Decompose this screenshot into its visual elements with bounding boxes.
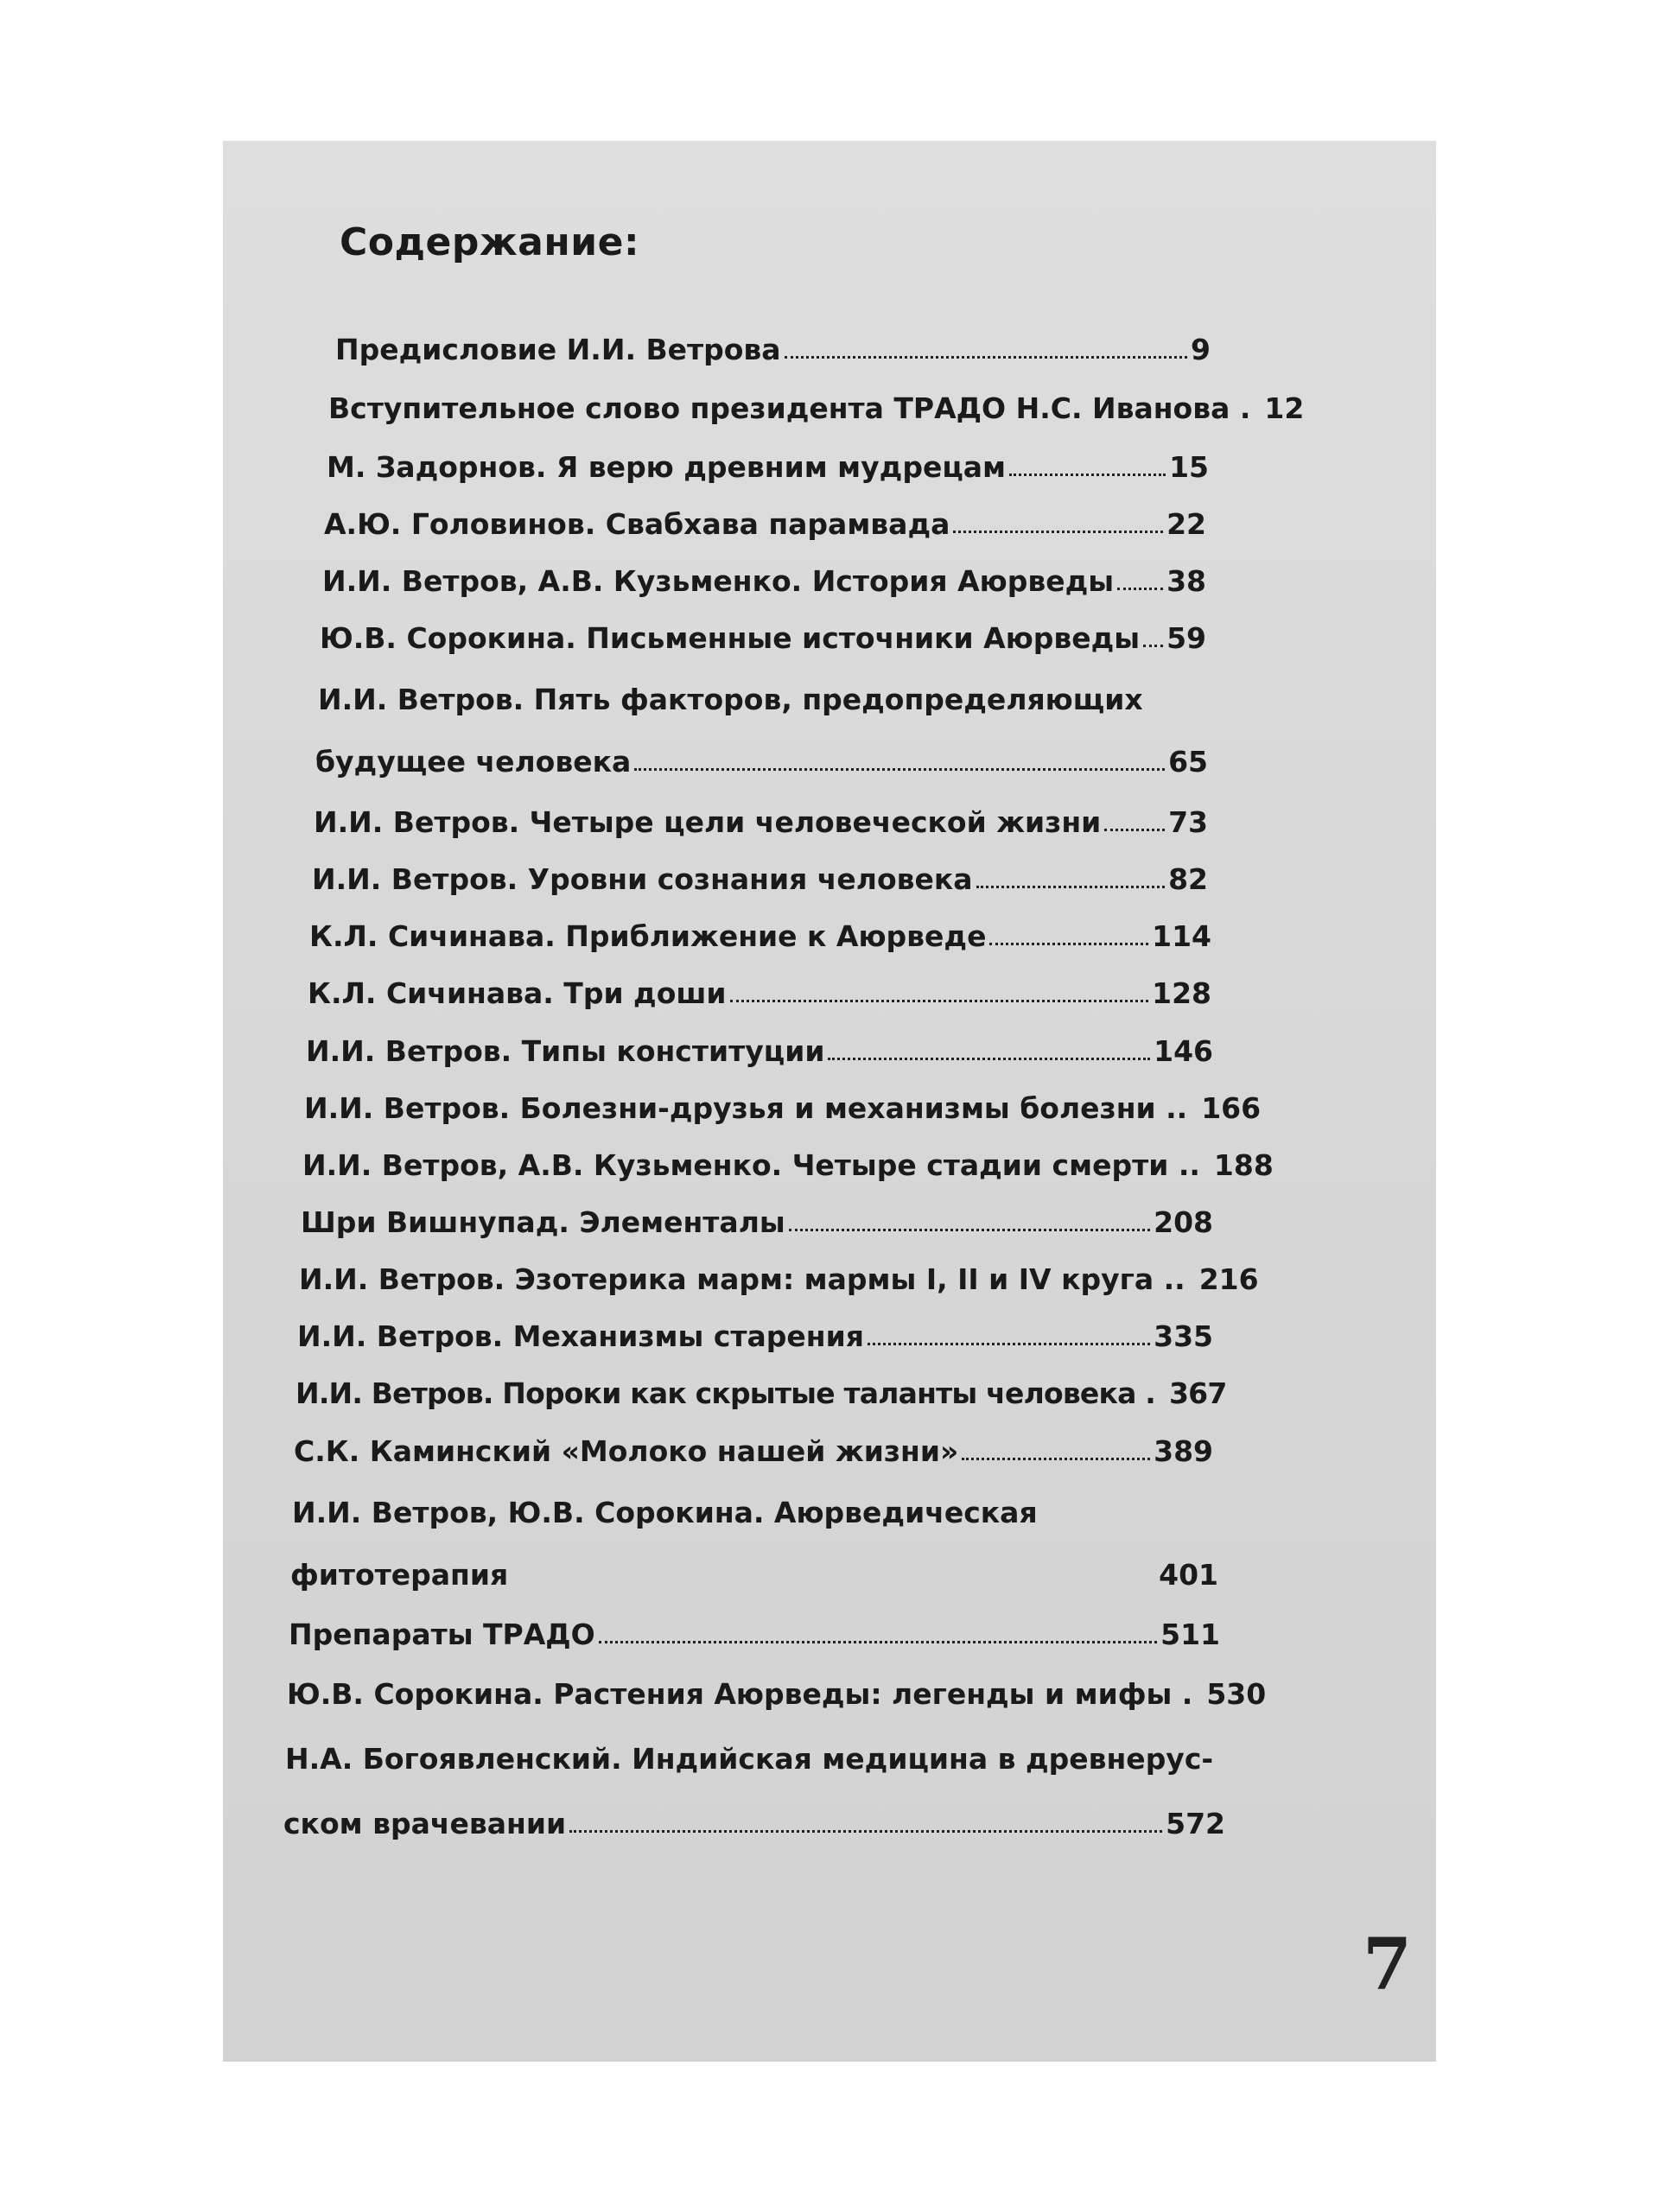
- toc-entry-page: 9: [1191, 333, 1211, 366]
- toc-entry-title: фитотерапия: [290, 1558, 509, 1592]
- toc-entry: [309, 919, 1211, 953]
- dot-leader: [1117, 588, 1163, 590]
- toc-entry: [322, 564, 1206, 598]
- toc-entry: [308, 976, 1211, 1010]
- dot-leader: [785, 356, 1187, 359]
- toc-entry-title: будущее человека: [315, 745, 632, 779]
- toc-entry: [335, 335, 1211, 364]
- toc-entry: [306, 1034, 1213, 1068]
- dot-leader: [962, 1458, 1150, 1460]
- toc-entry-title: И.И. Ветров. Четыре цели человеческой жизни: [314, 805, 1102, 839]
- toc-entry-title: И.И. Ветров. Уровни сознания человека: [312, 862, 973, 896]
- toc-entry: [294, 1434, 1213, 1468]
- toc-heading: Содержание:: [340, 220, 640, 264]
- toc-entry-page: 401: [1159, 1558, 1218, 1592]
- dot-leader: [1009, 474, 1166, 476]
- toc-entry-title: К.Л. Сичинава. Приближение к Аюрведе: [309, 919, 987, 953]
- toc-entry-title: И.И. Ветров, Ю.В. Сорокина. Аюрведическая: [292, 1496, 1038, 1529]
- toc-entry: [299, 1262, 1259, 1296]
- toc-entry-title: И.И. Ветров. Типы конституции: [306, 1034, 825, 1068]
- toc-entry-title: Н.А. Богоявленский. Индийская медицина в древнерус-: [285, 1742, 1214, 1776]
- toc-entry: [287, 1677, 1267, 1711]
- toc-entry-title: Шри Вишнупад. Элементалы: [301, 1205, 785, 1239]
- dot-leader: [1104, 829, 1165, 831]
- toc-entry-title: К.Л. Сичинава. Три доши: [308, 976, 727, 1010]
- dot-leader: [868, 1343, 1150, 1345]
- dot-leader: [730, 1000, 1149, 1002]
- toc-entry: [290, 1558, 1218, 1592]
- toc-entry-page: 65: [1168, 745, 1208, 779]
- toc-entry-page: 73: [1168, 805, 1208, 839]
- toc-entry-title-line1: [292, 1498, 1213, 1527]
- toc-entry-page: 335: [1154, 1319, 1213, 1353]
- toc-entry: [312, 862, 1208, 896]
- toc-entry-title: И.И. Ветров, А.В. Кузьменко. Четыре стадии смерти ..: [302, 1148, 1200, 1182]
- toc-entry: [314, 805, 1208, 839]
- toc-entry-title: Ю.В. Сорокина. Растения Аюрведы: легенды и мифы .: [287, 1677, 1193, 1711]
- toc-entry: [324, 507, 1206, 541]
- toc-entry-page: 188: [1213, 1148, 1274, 1182]
- toc-entry-title: И.И. Ветров, А.В. Кузьменко. История Аюрведы: [322, 564, 1115, 598]
- toc-entry-page: 59: [1166, 621, 1206, 655]
- book-page: [223, 141, 1436, 2062]
- toc-entry-title: А.Ю. Головинов. Свабхава парамвада: [324, 507, 950, 541]
- dot-leader: [976, 886, 1165, 888]
- toc-entry: [320, 621, 1206, 655]
- toc-entry-page: 166: [1201, 1091, 1262, 1125]
- toc-entry-page: 511: [1160, 1618, 1220, 1651]
- page-number: 7: [1362, 1923, 1412, 2006]
- dot-leader: [1143, 645, 1163, 647]
- toc-entry-title: Ю.В. Сорокина. Письменные источники Аюрведы: [320, 621, 1141, 655]
- toc-entry-title: Вступительное слово президента ТРАДО Н.С. Иванова .: [328, 391, 1251, 425]
- toc-entry: [315, 745, 1208, 779]
- toc-entry: [301, 1205, 1213, 1239]
- toc-entry-title: Предисловие И.И. Ветрова: [335, 333, 781, 366]
- toc-entry: [304, 1091, 1262, 1125]
- dot-leader: [953, 531, 1163, 533]
- dot-leader: [989, 943, 1148, 945]
- toc-entry: [302, 1148, 1274, 1182]
- toc-entry-page: 367: [1169, 1376, 1227, 1410]
- toc-entry-title: М. Задорнов. Я верю древним мудрецам: [327, 450, 1007, 484]
- toc-entry-title-line1: [285, 1742, 1224, 1776]
- dot-leader: [634, 768, 1165, 771]
- toc-entry-page: 128: [1152, 976, 1211, 1010]
- toc-entry-page: 208: [1154, 1205, 1213, 1239]
- toc-entry: [327, 450, 1209, 484]
- dot-leader: [789, 1229, 1150, 1231]
- toc-entry-page: 38: [1166, 564, 1206, 598]
- toc-entry: [289, 1620, 1220, 1649]
- toc-entry-page: 12: [1264, 391, 1305, 425]
- toc-entry-page: 22: [1166, 507, 1206, 541]
- toc-entry-page: 572: [1166, 1807, 1225, 1840]
- toc-entry-title-line1: [318, 685, 1208, 714]
- toc-entry-title: ском врачевании: [283, 1807, 567, 1840]
- toc-entry-page: 530: [1206, 1677, 1267, 1711]
- dot-leader: [828, 1058, 1150, 1060]
- toc-entry-title: С.К. Каминский «Молоко нашей жизни»: [294, 1434, 959, 1468]
- toc-entry-page: 389: [1154, 1434, 1213, 1468]
- toc-entry-title: И.И. Ветров. Болезни-друзья и механизмы болезни ..: [304, 1091, 1188, 1125]
- toc-entry: [328, 391, 1305, 425]
- toc-entry-title: И.И. Ветров. Пять факторов, предопределяющих: [318, 683, 1143, 716]
- toc-entry-title: И.И. Ветров. Пороки как скрытые таланты человека .: [296, 1376, 1155, 1410]
- toc-entry: [297, 1319, 1213, 1353]
- toc-entry-title: И.И. Ветров. Эзотерика марм: мармы I, II и IV круга ..: [299, 1262, 1185, 1296]
- toc-entry: [283, 1809, 1225, 1838]
- toc-entry-page: 114: [1152, 919, 1211, 953]
- toc-entry: [296, 1376, 1227, 1410]
- dot-leader: [599, 1641, 1157, 1643]
- toc-entry-page: 15: [1169, 450, 1209, 484]
- toc-entry-page: 216: [1198, 1262, 1259, 1296]
- toc-entry-page: 146: [1154, 1034, 1213, 1068]
- toc-entry-title: Препараты ТРАДО: [289, 1618, 595, 1651]
- toc-entry-page: 82: [1168, 862, 1208, 896]
- dot-leader: [569, 1830, 1162, 1833]
- toc-entry-title: И.И. Ветров. Механизмы старения: [297, 1319, 864, 1353]
